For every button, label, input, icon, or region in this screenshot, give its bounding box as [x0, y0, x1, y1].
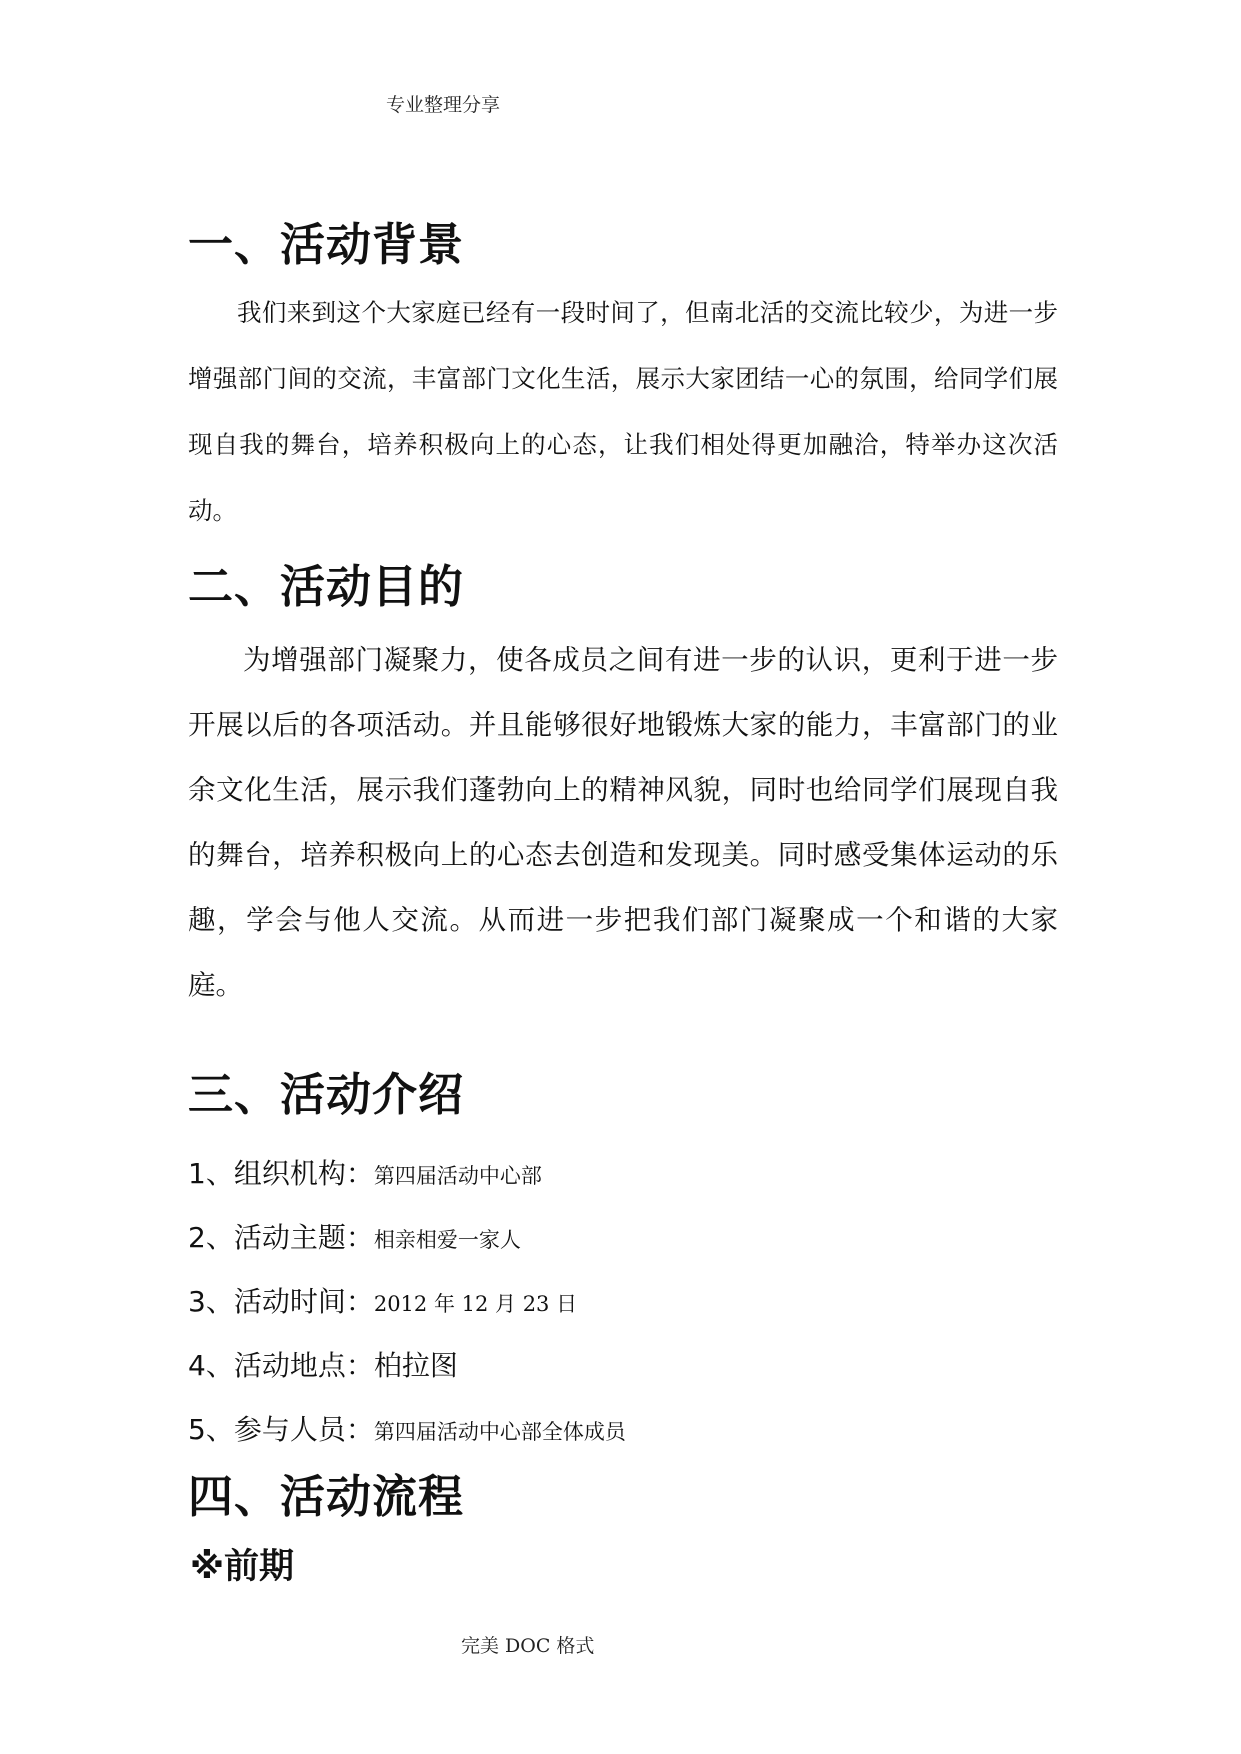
list-item-label: 2、活动主题： [188, 1221, 374, 1254]
section-title-purpose: 二、活动目的 [188, 560, 465, 613]
list-item-location [188, 1334, 626, 1398]
list-item-value: 柏拉图 [373, 1349, 458, 1382]
list-item-theme [188, 1206, 626, 1270]
background-paragraph: 我们来到这个大家庭已经有一段时间了，但南北活的交流比较少，为进一步增强部门间的交流，丰富部门文化生活，展示大家团结一心的氛围，给同学们展现自我的舞台，培养积极向上的心态，让我们相处得更加融洽，特举办这次活动。 [188, 298, 1058, 525]
purpose-paragraph: 为增强部门凝聚力，使各成员之间有进一步的认识，更利于进一步开展以后的各项活动。并且能够很好地锻炼大家的能力，丰富部门的业余文化生活，展示我们蓬勃向上的精神风貌，同时也给同学们展现自我的舞台，培养积极向上的心态去创造和发现美。同时感受集体运动的乐趣，学会与他人交流。从而进一步把我们部门凝聚成一个和谐的大家庭。 [188, 644, 1058, 1001]
section-title-introduction: 三、活动介绍 [188, 1068, 465, 1121]
header-note: 专业整理分享 [386, 94, 501, 116]
list-item-label: 5、参与人员： [188, 1413, 374, 1446]
footer-note: 完美 DOC 格式 [461, 1635, 595, 1657]
list-item-organizer [188, 1142, 626, 1206]
list-item-value: 第四届活动中心部 [373, 1164, 542, 1188]
list-item-label: 3、活动时间： [188, 1285, 374, 1318]
section-title-background: 一、活动背景 [188, 218, 465, 271]
list-item-value: 相亲相爱一家人 [373, 1228, 521, 1252]
introduction-list [188, 1142, 626, 1462]
section-title-process: 四、活动流程 [188, 1470, 465, 1523]
list-item-value: 2012 年 12 月 23 日 [373, 1292, 578, 1316]
list-item-time [188, 1270, 626, 1334]
subsection-title-early-stage: ※前期 [190, 1547, 295, 1587]
list-item-value: 第四届活动中心部全体成员 [373, 1420, 626, 1444]
list-item-label: 4、活动地点： [188, 1349, 374, 1382]
list-item-participants [188, 1398, 626, 1462]
list-item-label: 1、组织机构： [188, 1157, 374, 1190]
